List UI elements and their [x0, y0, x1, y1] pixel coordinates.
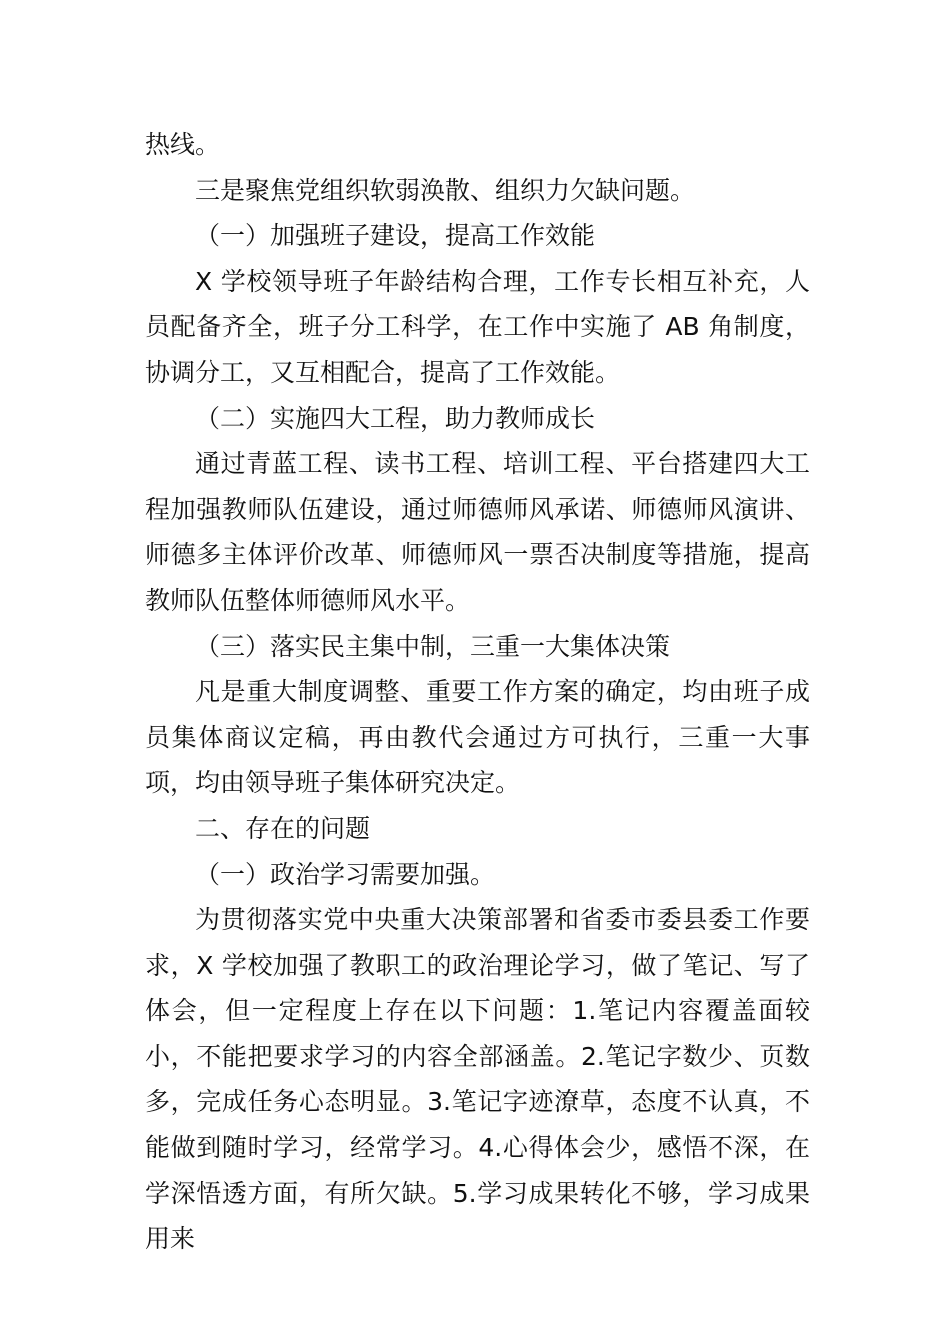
section-heading: （二）实施四大工程，助力教师成长	[195, 403, 596, 433]
paragraph: 通过青蓝工程、读书工程、培训工程、平台搭建四大工程加强教师队伍建设，通过师德师风承诺、师德师风演讲、 师德多主体评价改革、师德师风一票否决制度等措施，提高教师队伍整体师德师风水平。	[145, 449, 810, 615]
paragraph: X 学校领导班子年龄结构合理，工作专长相互补充，人员配备齐全，班子分工科学，在工作中实施了 AB 角制度，协调分工，又互相配合，提高了工作效能。	[145, 266, 810, 387]
paragraph: 热线。	[145, 130, 221, 159]
section-heading: （一）加强班子建设，提高工作效能	[195, 221, 596, 251]
paragraph: 凡是重大制度调整、重要工作方案的确定，均由班子成员集体商议定稿，再由教代会通过方可执行，三重一大事项，均由领导班子集体研究决定。	[145, 677, 810, 798]
paragraph: 为贯彻落实党中央重大决策部署和省委市委县委工作要求，X 学校加强了教职工的政治理论学习，做了笔记、写了体会，但一定程度上存在以下问题：1.笔记内容覆盖面较小，不能把要求学习的内容全部涵盖。2.笔记字数少、页数多，完成任务心态明显。3.笔记字迹潦草，态度不认真，不能做到随时学习，经常学习。4.心得体会少，感悟不深，在学深悟透方面，有所欠缺。5.学习成果转化不够，学习成果用来	[145, 905, 810, 1254]
section-heading: （三）落实民主集中制，三重一大集体决策	[195, 631, 671, 661]
paragraph: 三是聚焦党组织软弱涣散、组织力欠缺问题。	[195, 175, 696, 205]
section-heading: 二、存在的问题	[195, 813, 371, 843]
document-body	[145, 122, 810, 1262]
section-heading: （一）政治学习需要加强。	[195, 859, 496, 889]
